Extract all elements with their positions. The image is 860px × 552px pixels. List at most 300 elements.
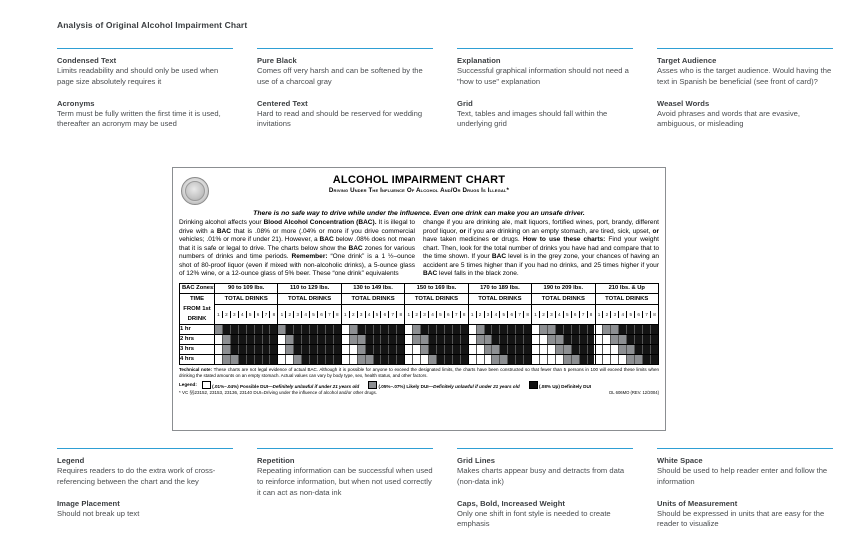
zone-cells-group-4 (405, 324, 468, 334)
zone-cell (500, 335, 508, 344)
card-body (179, 219, 659, 279)
drink-number: 2 (413, 311, 421, 318)
drink-number: 7 (453, 311, 461, 318)
zone-cell (326, 335, 334, 344)
legend-swatch-grey-icon (368, 381, 377, 389)
drink-number: 6 (255, 311, 263, 318)
zone-cells-group-6 (532, 354, 595, 364)
zone-cell (516, 335, 524, 344)
zone-cell (596, 345, 604, 354)
zone-cell (358, 345, 366, 354)
bottom-note-column-3 (457, 448, 652, 541)
note-body: Comes off very harsh and can be softened by the use of a charcoal gray (257, 66, 423, 86)
drink-numbers-2 (278, 304, 341, 324)
zone-cell (556, 345, 564, 354)
time-row-label: 2 hrs (180, 334, 215, 344)
zone-cell (286, 335, 294, 344)
legend-item-2 (368, 381, 519, 389)
note-body: Text, tables and images should fall within the underlying grid (457, 108, 608, 129)
drink-numbers-3 (341, 304, 404, 324)
zone-cells-group-4 (405, 344, 468, 354)
zone-cell (334, 345, 341, 354)
zone-cell (445, 355, 453, 364)
note-body: Should not break up text (57, 508, 140, 518)
zone-cell (429, 325, 437, 334)
zone-cell (611, 335, 619, 344)
card-footer (179, 390, 659, 395)
zone-cell (627, 355, 635, 364)
zone-cell (437, 345, 445, 354)
zone-cell (508, 345, 516, 354)
drink-number: 3 (294, 311, 302, 318)
note-heading: Grid (457, 98, 473, 108)
note-body: Hard to read and should be reserved for wedding invitations (257, 108, 423, 129)
note-heading: Repetition (257, 456, 295, 465)
note-body: Asses who is the target audience. Would having the text in Spanish be beneficial (see front of card)? (657, 66, 832, 86)
zone-cell (603, 325, 611, 334)
note-heading: Acronyms (57, 98, 95, 108)
form-id: DL 606MO (REV. 12/2004) (609, 389, 659, 395)
weight-group-header-2: 110 to 129 lbs. (278, 283, 341, 293)
zone-cell (603, 335, 611, 344)
drink-number: 3 (611, 311, 619, 318)
legal-footnote: * VC §§23152, 23153, 23136, 23140 DUI=Driving under the influence of alcohol and/or other drugs. (179, 389, 378, 395)
zone-cell (247, 345, 255, 354)
zone-cell (215, 335, 223, 344)
zone-cell (532, 355, 540, 364)
drink-number-row (180, 304, 659, 324)
zone-cell (381, 355, 389, 364)
zone-cell (492, 325, 500, 334)
zone-cell (326, 325, 334, 334)
legend-item-1 (202, 381, 359, 389)
zone-cell (318, 335, 326, 344)
zone-cells-group-5 (468, 354, 531, 364)
zone-cells-group-1 (215, 354, 278, 364)
total-drinks-label-7: TOTAL DRINKS (595, 293, 658, 304)
zone-cells-group-5 (468, 324, 531, 334)
note-item (657, 56, 852, 88)
drink-number: 8 (653, 311, 656, 317)
zone-cell (278, 355, 286, 364)
note-heading: Explanation (457, 56, 501, 65)
zone-cell (445, 335, 453, 344)
zone-cell (556, 355, 564, 364)
zone-cell (532, 325, 540, 334)
zone-cell (421, 355, 429, 364)
zone-cell (270, 325, 277, 334)
zone-cell (619, 355, 627, 364)
zone-cells-group-2 (278, 344, 341, 354)
drink-number: 6 (635, 311, 643, 318)
zone-cell (651, 355, 658, 364)
zone-cell (580, 335, 588, 344)
time-row-label: 1 hr (180, 324, 215, 334)
zone-cell (366, 325, 374, 334)
zone-header-label: BAC Zones: (180, 283, 215, 293)
zone-cell (270, 355, 277, 364)
zone-cell (247, 335, 255, 344)
time-row-label: 4 hrs (180, 354, 215, 364)
zone-cell (437, 335, 445, 344)
zone-cell (477, 335, 485, 344)
zone-cell (223, 335, 231, 344)
card-tagline: There is no safe way to drive while under the influence. Even one drink can make you an unsafe driver. (253, 210, 585, 217)
zone-cell (643, 355, 651, 364)
zone-cell (413, 345, 421, 354)
zone-cell (381, 325, 389, 334)
total-drinks-label-5: TOTAL DRINKS (468, 293, 531, 304)
note-heading: Caps, Bold, Increased Weight (457, 498, 566, 508)
column-rule (657, 448, 833, 449)
zone-cell (548, 325, 556, 334)
zone-cell (564, 355, 572, 364)
zone-cell (572, 355, 580, 364)
note-heading: Legend (57, 456, 85, 465)
zone-cell (263, 355, 271, 364)
zone-cell (596, 325, 604, 334)
zone-cell (643, 325, 651, 334)
drink-number: 5 (247, 311, 255, 318)
zone-cell (302, 325, 310, 334)
zone-cell (635, 325, 643, 334)
note-item (457, 56, 652, 88)
drink-numbers-1 (215, 304, 278, 324)
zone-cells-group-2 (278, 354, 341, 364)
zone-cells-group-5 (468, 334, 531, 344)
drink-number: 4 (302, 311, 310, 318)
drink-number: 7 (516, 311, 524, 318)
zone-cell (318, 325, 326, 334)
note-item (657, 456, 852, 488)
zone-cell (485, 325, 493, 334)
zone-cell (302, 355, 310, 364)
zone-cell (389, 355, 397, 364)
note-item (457, 456, 652, 488)
drink-number: 8 (272, 311, 276, 317)
drink-number: 6 (318, 311, 326, 318)
bottom-note-column-1 (57, 448, 252, 541)
zone-cell (310, 345, 318, 354)
zone-cell (294, 325, 302, 334)
note-body: Repeating information can be successful when used to reinforce information, but when not used correctly it can act as non-data ink (257, 466, 433, 497)
zone-cell (603, 345, 611, 354)
zone-cell (627, 335, 635, 344)
zone-cell (603, 355, 611, 364)
zone-cells-group-6 (532, 324, 595, 334)
zone-cell (255, 345, 263, 354)
zone-cells-group-3 (341, 334, 404, 344)
zone-cell (350, 325, 358, 334)
zone-cell (374, 335, 382, 344)
zone-cell (350, 345, 358, 354)
drink-numbers-4 (405, 304, 468, 324)
drink-number: 1 (596, 311, 604, 318)
page-title: Analysis of Original Alcohol Impairment Chart (57, 20, 248, 30)
drink-numbers-7 (595, 304, 658, 324)
zone-cell (366, 355, 374, 364)
technical-note: Technical note: These charts are not legal evidence of actual BAC. Although it is possible for anyone to exceed the designated limits, the charts have been constructed so that fewer than 5 persons in 100 will exceed these limits when drinking the stated amounts on an empty stomach. Actual values can vary by body type, sex, health status, and other factors. (179, 366, 659, 378)
zone-cell (580, 325, 588, 334)
drink-number: 6 (508, 311, 516, 318)
zone-cell (635, 335, 643, 344)
note-heading: White Space (657, 456, 703, 465)
zone-cell (492, 345, 500, 354)
zone-cell (500, 345, 508, 354)
note-body: Should be used to help reader enter and follow the information (657, 466, 828, 486)
drink-number: 5 (310, 311, 318, 318)
zone-cell (500, 355, 508, 364)
weight-group-header-3: 130 to 149 lbs. (341, 283, 404, 293)
drink-number: 2 (477, 311, 485, 318)
zone-cell (580, 345, 588, 354)
zone-cell (397, 355, 404, 364)
drink-number: 6 (445, 311, 453, 318)
zone-cell (508, 335, 516, 344)
drink-number: 7 (326, 311, 334, 318)
zone-cells-group-3 (341, 324, 404, 334)
zone-cell (278, 335, 286, 344)
zone-cell (421, 345, 429, 354)
zone-cell (215, 355, 223, 364)
zone-cell (516, 345, 524, 354)
zone-cells-group-5 (468, 344, 531, 354)
zone-cell (596, 355, 604, 364)
drink-number: 7 (263, 311, 271, 318)
zone-cell (342, 325, 350, 334)
drink-number: 6 (381, 311, 389, 318)
zone-cell (516, 325, 524, 334)
drink-number: 1 (532, 311, 540, 318)
weight-group-header-7: 210 lbs. & Up (595, 283, 658, 293)
legend-item-emphasis: Definitely unlawful if under 21 years old (272, 383, 360, 389)
zone-cell (374, 325, 382, 334)
zone-cell (366, 335, 374, 344)
zone-cell (405, 355, 413, 364)
zone-cell (278, 325, 286, 334)
zone-cell (310, 325, 318, 334)
state-seal-icon (181, 177, 209, 205)
zone-cells-group-2 (278, 324, 341, 334)
zone-cell (239, 355, 247, 364)
zone-cell (247, 325, 255, 334)
drink-number: 1 (469, 311, 477, 318)
drink-number: 3 (485, 311, 493, 318)
zone-cell (263, 345, 271, 354)
chart-data-row (180, 344, 659, 354)
zone-cells-group-2 (278, 334, 341, 344)
note-heading: Target Audience (657, 56, 717, 65)
top-notes-columns (57, 48, 857, 141)
zone-cell (524, 355, 531, 364)
zone-cell (651, 325, 658, 334)
time-row-label: 3 hrs (180, 344, 215, 354)
zone-cell (540, 355, 548, 364)
zone-cell (231, 325, 239, 334)
drink-number: 8 (399, 311, 403, 317)
zone-cell (611, 345, 619, 354)
zone-cell (453, 325, 461, 334)
legend-item-emphasis: Definitely unlawful if under 21 years old (433, 383, 520, 389)
drink-number: 1 (405, 311, 413, 318)
zone-cell (366, 345, 374, 354)
zone-cell (651, 345, 658, 354)
drink-number: 3 (421, 311, 429, 318)
zone-cell (294, 345, 302, 354)
card-header (179, 174, 659, 210)
zone-cell (524, 335, 531, 344)
drink-number: 2 (286, 311, 294, 318)
total-drinks-label-2: TOTAL DRINKS (278, 293, 341, 304)
total-drinks-label-1: TOTAL DRINKS (215, 293, 278, 304)
zone-cell (405, 345, 413, 354)
zone-cell (619, 335, 627, 344)
zone-cell (326, 345, 334, 354)
zone-cell (445, 325, 453, 334)
note-body: Makes charts appear busy and detracts from data (non-data ink) (457, 466, 625, 486)
zone-cell (421, 335, 429, 344)
top-note-column-4 (657, 48, 852, 141)
zone-cell (572, 335, 580, 344)
zone-cell (405, 325, 413, 334)
zone-cell (231, 335, 239, 344)
time-column-header: TIME FROM 1st DRINK (180, 293, 215, 324)
zone-cell (564, 325, 572, 334)
weight-group-header-4: 150 to 169 lbs. (405, 283, 468, 293)
zone-cell (334, 335, 341, 344)
zone-cell (270, 335, 277, 344)
zone-cell (318, 345, 326, 354)
zone-cell (342, 335, 350, 344)
zone-cell (223, 355, 231, 364)
total-drinks-row (180, 293, 659, 304)
drink-number: 5 (437, 311, 445, 318)
zone-cell (508, 325, 516, 334)
note-body: Requires readers to do the extra work of cross-referencing between the chart and the key (57, 466, 216, 486)
zone-cell (532, 335, 540, 344)
drink-number: 4 (429, 311, 437, 318)
drink-number: 5 (500, 311, 508, 318)
zone-cell (540, 345, 548, 354)
zone-cell (223, 325, 231, 334)
zone-cell (588, 355, 595, 364)
chart-data-row (180, 324, 659, 334)
note-item (657, 499, 852, 531)
zone-cells-group-3 (341, 354, 404, 364)
zone-cell (492, 335, 500, 344)
zone-cell (548, 345, 556, 354)
drink-number: 4 (492, 311, 500, 318)
zone-cell (381, 335, 389, 344)
alcohol-impairment-card (172, 167, 666, 431)
zone-cell (429, 355, 437, 364)
note-heading: Units of Measurement (657, 498, 738, 508)
drink-number: 3 (231, 311, 239, 318)
note-heading: Condensed Text (57, 56, 117, 65)
zone-cell (397, 335, 404, 344)
zone-cell (532, 345, 540, 354)
note-item (257, 99, 452, 131)
zone-header-row (180, 283, 659, 293)
zone-cells-group-7 (595, 334, 658, 344)
zone-cell (437, 325, 445, 334)
zone-cell (540, 325, 548, 334)
zone-cell (334, 355, 341, 364)
top-note-column-1 (57, 48, 252, 141)
drink-number: 8 (526, 311, 529, 317)
note-body: Limits readability and should only be used when page size absolutely requires it (57, 66, 219, 86)
zone-cell (469, 355, 477, 364)
zone-cell (310, 355, 318, 364)
zone-cell (619, 345, 627, 354)
zone-cell (270, 345, 277, 354)
drink-numbers-5 (468, 304, 531, 324)
drink-number: 4 (619, 311, 627, 318)
zone-cell (572, 325, 580, 334)
zone-cell (477, 355, 485, 364)
zone-cell (239, 335, 247, 344)
drink-number: 8 (336, 311, 339, 317)
zone-cell (556, 335, 564, 344)
zone-cell (350, 335, 358, 344)
drink-number: 1 (342, 311, 350, 318)
column-rule (57, 448, 233, 449)
zone-cell (374, 355, 382, 364)
drink-number: 2 (540, 311, 548, 318)
zone-cell (643, 335, 651, 344)
zone-cell (477, 325, 485, 334)
zone-cell (389, 325, 397, 334)
bottom-note-column-4 (657, 448, 852, 541)
zone-cells-group-6 (532, 334, 595, 344)
drink-number: 5 (374, 311, 382, 318)
total-drinks-label-3: TOTAL DRINKS (341, 293, 404, 304)
zone-cells-group-1 (215, 324, 278, 334)
zone-cells-group-6 (532, 344, 595, 354)
bottom-note-column-2 (257, 448, 452, 541)
card-body-right-column (423, 219, 659, 279)
zone-cell (453, 335, 461, 344)
note-item (457, 99, 652, 131)
card-body-right-text: change if you are drinking ale, malt liquors, fortified wines, port, brandy, different proof liquor, or if you are drinking on an empty stomach, are tired, sick, upset, or have taken medicines or drugs. How to use these charts: Find your weight chart. Then, look for the total number of drinks you have had and compare that to the time shown. If your BAC level is in the grey zone, your chances of having an accident are 5 times higher than if you had no drinks, and 25 times higher if your BAC level falls in the black zone. (423, 219, 659, 277)
note-item (457, 499, 652, 531)
drink-number: 8 (589, 311, 593, 317)
zone-cell (397, 325, 404, 334)
note-heading: Grid Lines (457, 456, 496, 465)
zone-cells-group-7 (595, 324, 658, 334)
zone-cell (413, 335, 421, 344)
zone-cell (469, 345, 477, 354)
card-subtitle: Driving Under The Influence Of Alcohol And/Or Drugs Is Illegal* (328, 187, 510, 194)
drink-number: 7 (643, 311, 651, 318)
zone-cell (516, 355, 524, 364)
zone-cells-group-7 (595, 344, 658, 354)
zone-cell (215, 345, 223, 354)
zone-cell (445, 345, 453, 354)
legend-item-text: (.08% Up) Definitely DUI (537, 383, 592, 389)
legend-item-3 (529, 381, 591, 389)
zone-cell (453, 345, 461, 354)
zone-cell (548, 355, 556, 364)
zone-cell (239, 345, 247, 354)
zone-cell (278, 345, 286, 354)
zone-cells-group-4 (405, 334, 468, 344)
zone-cell (548, 335, 556, 344)
zone-cell (389, 335, 397, 344)
zone-cell (556, 325, 564, 334)
weight-group-header-1: 90 to 109 lbs. (215, 283, 278, 293)
zone-cell (588, 325, 595, 334)
